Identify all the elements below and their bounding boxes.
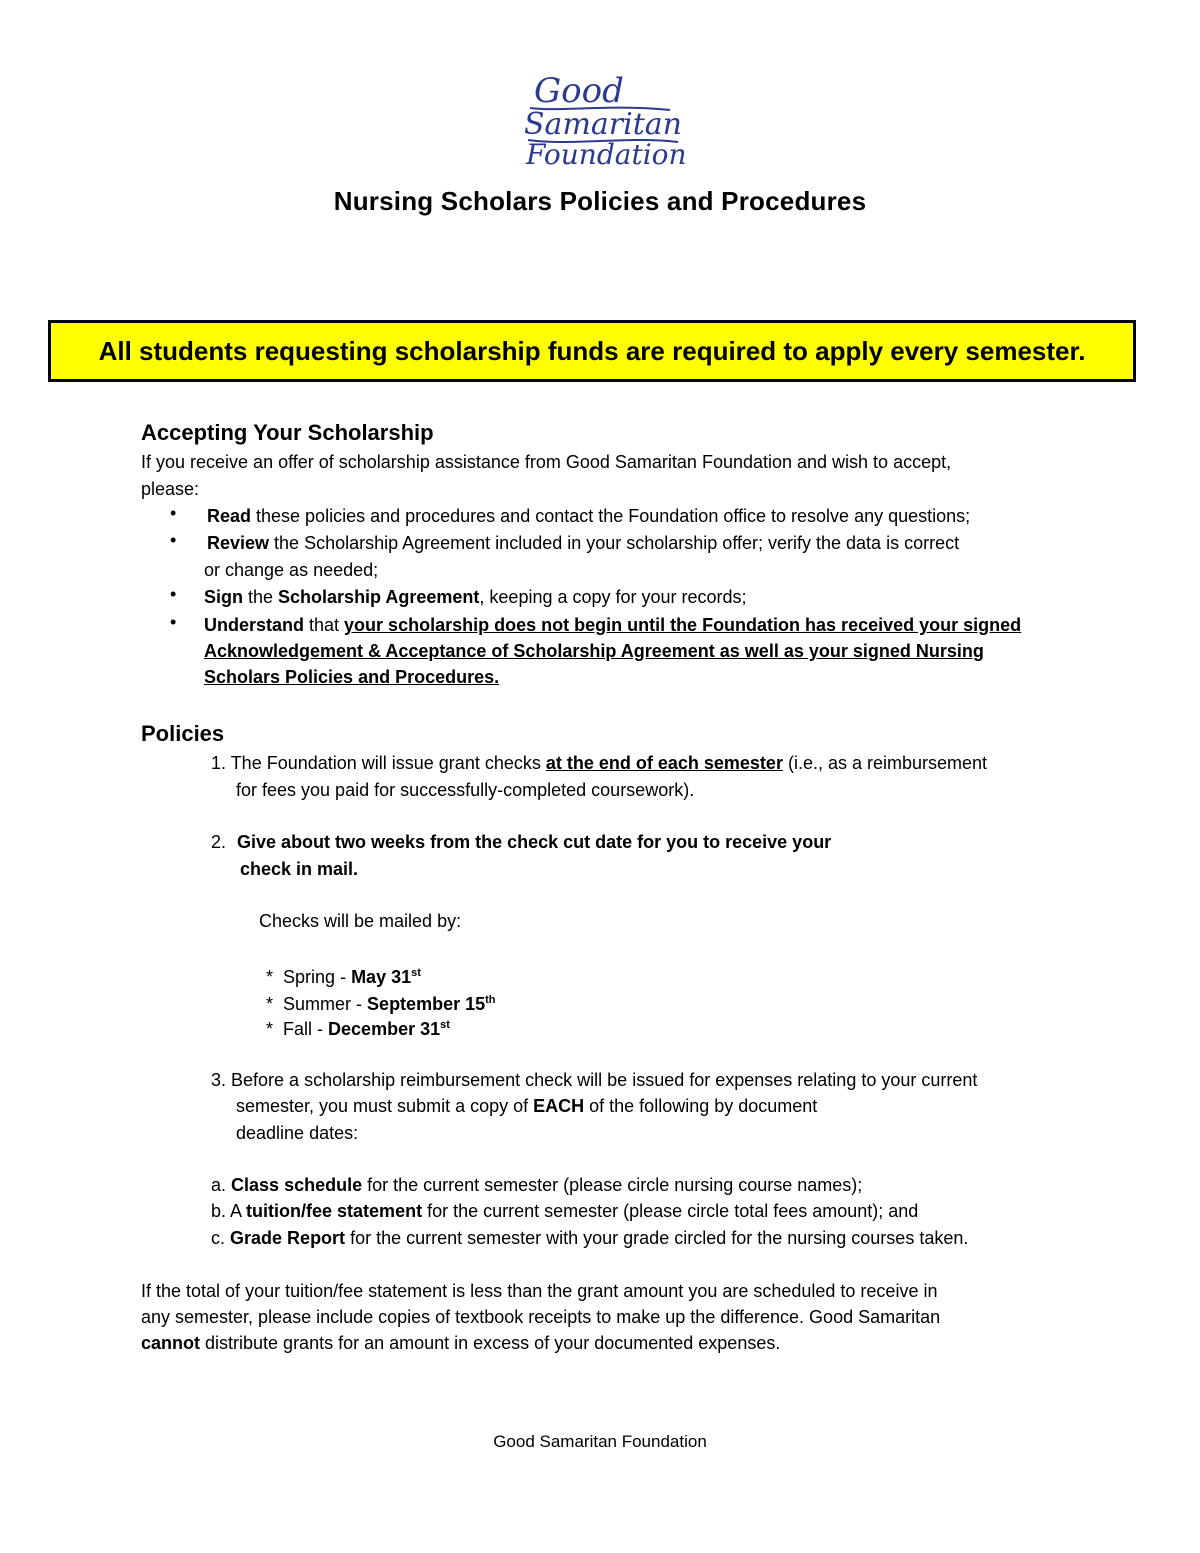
mail-date-fall: [266, 1012, 450, 1042]
bullet-1-bold: Read: [207, 506, 252, 526]
policy-1: [211, 750, 987, 776]
logo-line-1: Good: [534, 71, 624, 111]
item-bold: tuition/fee statement: [246, 1201, 423, 1221]
date-suffix: th: [485, 994, 496, 1006]
bullet-icon: •: [170, 530, 177, 550]
policy-1-continuation: for fees you paid for successfully-completed coursework).: [236, 780, 695, 800]
item-text: for the current semester (please circle nursing course names);: [362, 1175, 863, 1195]
accepting-intro-line2: please:: [141, 479, 200, 499]
logo-graphic: [520, 68, 685, 178]
bullet-icon: •: [170, 584, 177, 604]
date-value: December 31: [328, 1019, 441, 1039]
mailed-by-label: Checks will be mailed by:: [259, 911, 462, 931]
bullet-2-continuation: or change as needed;: [204, 560, 379, 580]
bullet-3-mid: the: [243, 587, 279, 607]
policy-3: [211, 1067, 977, 1093]
closing-line3: [141, 1330, 780, 1356]
policy-3-line2-bold: EACH: [533, 1096, 585, 1116]
policy-3-line2-post: of the following by document: [584, 1096, 818, 1116]
closing-bold: cannot: [141, 1333, 201, 1353]
notice-banner: [48, 320, 1136, 382]
policy-1-underline: at the end of each semester: [545, 753, 783, 773]
item-bold: Grade Report: [230, 1228, 346, 1248]
bullet-4-mid: that: [304, 615, 345, 635]
item-letter: c.: [211, 1228, 226, 1248]
bullet-4-bold: Understand: [204, 615, 305, 635]
logo-line-2: Samaritan: [524, 107, 682, 142]
bullet-2-bold: Review: [207, 533, 270, 553]
date-suffix: st: [411, 967, 421, 979]
bullet-3: [204, 584, 747, 610]
bullet-1-text: these policies and procedures and contact the Foundation office to resolve any questions;: [251, 506, 971, 526]
bullet-2-text: the Scholarship Agreement included in your scholarship offer; verify the data is correct: [269, 533, 960, 553]
policy-3-line2: [236, 1093, 817, 1119]
policy-3-line2-pre: semester, you must submit a copy of: [236, 1096, 534, 1116]
closing-text: distribute grants for an amount in excess of your documented expenses.: [200, 1333, 781, 1353]
policies-heading: Policies: [141, 721, 225, 746]
notice-banner-text: All students requesting scholarship funds are required to apply every semester.: [98, 335, 1086, 366]
date-value: September 15: [367, 994, 486, 1014]
bullet-3-bold-1: Sign: [204, 587, 243, 607]
policy-1-number: 1.: [211, 753, 227, 773]
page-footer: Good Samaritan Foundation: [493, 1432, 707, 1451]
bullet-3-text: , keeping a copy for your records;: [479, 587, 747, 607]
item-bold: Class schedule: [231, 1175, 363, 1195]
policy-2-line1: Give about two weeks from the check cut date for you to receive your: [237, 832, 832, 852]
accepting-intro-line1: If you receive an offer of scholarship assistance from Good Samaritan Foundation and wish to accept,: [141, 452, 952, 472]
date-value: May 31: [351, 967, 412, 987]
closing-line1: If the total of your tuition/fee statement is less than the grant amount you are scheduled to receive in: [141, 1281, 938, 1301]
item-pre: A: [226, 1201, 247, 1221]
item-letter: a.: [211, 1175, 227, 1195]
bullet-icon: •: [170, 612, 177, 632]
policy-2-line2: check in mail.: [240, 859, 359, 879]
policy-1-post: (i.e., as a reimbursement: [782, 753, 988, 773]
item-letter: b.: [211, 1201, 227, 1221]
policy-1-pre: The Foundation will issue grant checks: [226, 753, 546, 773]
date-label: Spring -: [283, 967, 352, 987]
date-suffix: st: [440, 1019, 450, 1031]
policy-3-number: 3.: [211, 1070, 227, 1090]
date-star: *: [266, 1019, 274, 1039]
page-title: Nursing Scholars Policies and Procedures: [333, 186, 867, 216]
bullet-1: [207, 503, 970, 529]
item-text: for the current semester (please circle total fees amount); and: [422, 1201, 919, 1221]
policy-2: [211, 829, 831, 855]
bullet-4-underline-2: Acknowledgement & Acceptance of Scholarship Agreement as well as your signed Nursing: [204, 641, 984, 661]
item-text: for the current semester with your grade circled for the nursing courses taken.: [345, 1228, 969, 1248]
document-item-b: [211, 1198, 918, 1224]
logo-line-3: Foundation: [526, 138, 685, 171]
mail-date-spring: [266, 960, 421, 990]
document-item-a: [211, 1172, 862, 1198]
document-item-c: [211, 1225, 968, 1251]
accepting-heading: Accepting Your Scholarship: [141, 420, 434, 445]
date-label: Summer -: [283, 994, 368, 1014]
bullet-4-underline-3: Scholars Policies and Procedures.: [204, 667, 500, 687]
bullet-3-bold-2: Scholarship Agreement: [278, 587, 480, 607]
bullet-4-underline-1: your scholarship does not begin until the Foundation has received your signed: [344, 615, 1022, 635]
date-label: Fall -: [283, 1019, 329, 1039]
date-star: *: [266, 994, 274, 1014]
policy-3-line1: Before a scholarship reimbursement check will be issued for expenses relating to your current: [226, 1070, 978, 1090]
date-star: *: [266, 967, 274, 987]
foundation-logo: [520, 68, 685, 178]
closing-line2: any semester, please include copies of textbook receipts to make up the difference. Good Samaritan: [141, 1307, 941, 1327]
bullet-icon: •: [170, 503, 177, 523]
bullet-4: [204, 612, 1021, 638]
policy-3-line3: deadline dates:: [236, 1123, 359, 1143]
bullet-2: [207, 530, 959, 556]
policy-2-number: 2.: [211, 832, 227, 852]
